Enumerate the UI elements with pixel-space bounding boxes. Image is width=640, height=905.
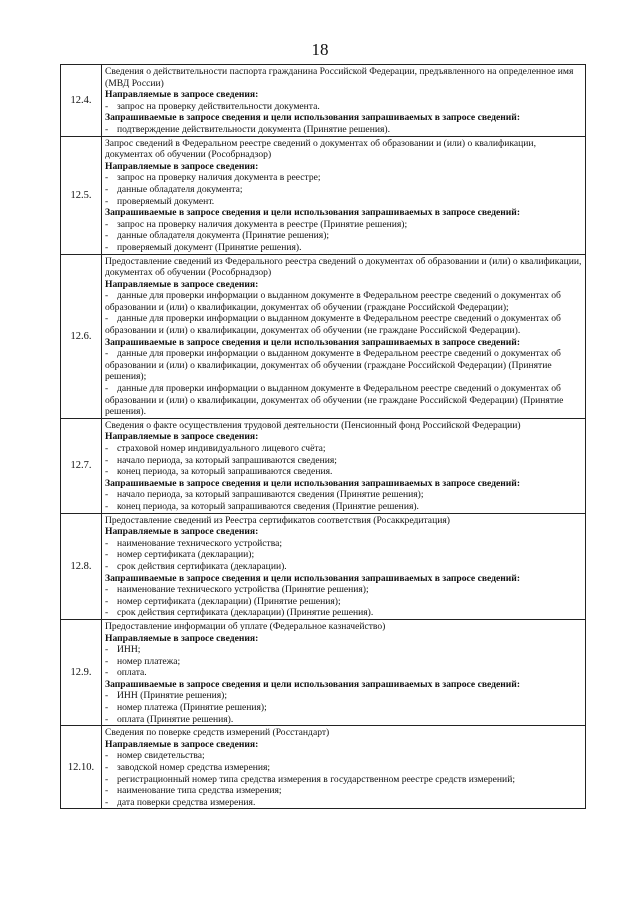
sent-data-header: Направляемые в запросе сведения: <box>105 431 259 443</box>
sent-data-header: Направляемые в запросе сведения: <box>105 632 259 644</box>
section-title: Предоставление сведений из Реестра сертификатов соответствия (Росаккредитация) <box>105 514 450 526</box>
sent-data-header: Направляемые в запросе сведения: <box>105 89 259 101</box>
list-item-text: проверяемый документ. <box>117 195 215 207</box>
list-item-text: срок действия сертификата (декларации). <box>117 560 287 572</box>
list-item <box>105 172 582 184</box>
dash-bullet: - <box>105 443 109 454</box>
dash-bullet: - <box>105 644 109 656</box>
list-item-text: запрос на проверку наличия документа в реестре (Принятие решения); <box>117 218 408 230</box>
section-number: 12.9. <box>61 619 102 725</box>
section-number: 12.5. <box>61 136 102 254</box>
dash-bullet: - <box>105 466 109 478</box>
section-number: 12.8. <box>61 513 102 619</box>
dash-bullet: - <box>105 383 109 395</box>
list-item-text: начало периода, за который запрашиваются сведения (Принятие решения); <box>117 489 424 501</box>
list-item-text: оплата (Принятие решения). <box>117 713 234 725</box>
dash-bullet: - <box>105 667 109 679</box>
list-item-text: запрос на проверку действительности документа. <box>117 100 320 112</box>
list-item <box>105 667 582 679</box>
sent-data-header: Направляемые в запросе сведения: <box>105 738 259 750</box>
section-content <box>102 513 586 619</box>
section-content <box>102 418 586 513</box>
list-item-text: страховой номер индивидуального лицевого счёта; <box>117 443 326 454</box>
dash-bullet: - <box>105 230 109 242</box>
list-item-text: запрос на проверку наличия документа в реестре; <box>117 172 321 184</box>
requirements-table <box>60 64 586 809</box>
dash-bullet: - <box>105 584 109 596</box>
list-item <box>105 242 582 254</box>
list-item <box>105 348 582 383</box>
list-item <box>105 196 582 208</box>
list-item <box>105 466 582 478</box>
table-row <box>61 726 586 809</box>
section-title: Сведения о действительности паспорта гражданина Российской Федерации, предъявленного на определенное имя (МВД России) <box>105 66 574 89</box>
list-item <box>105 644 582 656</box>
list-item-text: дата поверки средства измерения. <box>117 796 256 808</box>
section-title: Сведения о факте осуществления трудовой деятельности (Пенсионный фонд Российской Федерации) <box>105 419 521 431</box>
section-title: Предоставление информации об уплате (Федеральное казначейство) <box>105 620 386 632</box>
list-item-text: оплата. <box>117 667 147 679</box>
dash-bullet: - <box>105 785 109 797</box>
list-item <box>105 489 582 501</box>
section-title: Сведения по поверке средств измерений (Росстандарт) <box>105 727 330 739</box>
section-content <box>102 65 586 137</box>
list-item-text: наименование типа средства измерения; <box>117 785 282 797</box>
sent-data-header: Направляемые в запросе сведения: <box>105 278 259 290</box>
section-content <box>102 254 586 418</box>
dash-bullet: - <box>105 100 109 112</box>
section-content <box>102 136 586 254</box>
requested-data-header: Запрашиваемые в запросе сведения и цели использования запрашиваемых в запросе сведений: <box>105 477 521 489</box>
list-item-text: проверяемый документ (Принятие решения). <box>117 241 302 253</box>
list-item-text: номер платежа (Принятие решения); <box>117 702 267 714</box>
list-item-text: номер сертификата (декларации); <box>117 549 255 561</box>
requested-data-header: Запрашиваемые в запросе сведения и цели использования запрашиваемых в запросе сведений: <box>105 678 521 690</box>
list-item <box>105 101 582 113</box>
dash-bullet: - <box>105 454 109 466</box>
dash-bullet: - <box>105 241 109 253</box>
requested-data-header: Запрашиваемые в запросе сведения и цели использования запрашиваемых в запросе сведений: <box>105 112 521 124</box>
dash-bullet: - <box>105 348 109 360</box>
section-title: Запрос сведений в Федеральном реестре сведений о документах об образовании и (или) о квалификации, документах об обучении (Рособрнадзор) <box>105 137 536 161</box>
dash-bullet: - <box>105 489 109 501</box>
list-item <box>105 714 582 726</box>
list-item <box>105 313 582 336</box>
table-row <box>61 65 586 137</box>
dash-bullet: - <box>105 750 109 762</box>
list-item <box>105 290 582 313</box>
dash-bullet: - <box>105 690 109 702</box>
list-item-text: конец периода, за который запрашиваются сведения. <box>117 466 333 478</box>
list-item <box>105 538 582 550</box>
list-item-text: номер сертификата (декларации) (Принятие решения); <box>117 595 341 607</box>
list-item <box>105 184 582 196</box>
list-item <box>105 584 582 596</box>
list-item <box>105 561 582 573</box>
list-item-text: номер свидетельства; <box>117 750 205 762</box>
list-item-text: данные обладателя документа (Принятие решения); <box>117 230 330 242</box>
dash-bullet: - <box>105 500 109 512</box>
list-item <box>105 797 582 809</box>
dash-bullet: - <box>105 607 109 619</box>
section-content <box>102 619 586 725</box>
section-content <box>102 726 586 809</box>
list-item <box>105 219 582 231</box>
list-item-text: ИНН (Принятие решения); <box>117 690 228 702</box>
dash-bullet: - <box>105 796 109 808</box>
list-item <box>105 549 582 561</box>
requested-data-header: Запрашиваемые в запросе сведения и цели использования запрашиваемых в запросе сведений: <box>105 207 521 219</box>
dash-bullet: - <box>105 290 109 302</box>
list-item <box>105 702 582 714</box>
list-item-text: наименование технического устройства (Принятие решения); <box>117 584 369 596</box>
dash-bullet: - <box>105 313 109 325</box>
table-row <box>61 513 586 619</box>
dash-bullet: - <box>105 549 109 561</box>
dash-bullet: - <box>105 218 109 230</box>
dash-bullet: - <box>105 595 109 607</box>
list-item <box>105 443 582 455</box>
sent-data-header: Направляемые в запросе сведения: <box>105 526 259 538</box>
list-item-text: данные для проверки информации о выданном документе в Федеральном реестре сведений о документах об образовании и (или) о квалификации, документах об обучении (граждане Российской Федерации); <box>105 290 561 313</box>
list-item <box>105 656 582 668</box>
list-item-text: ИНН; <box>117 644 141 656</box>
section-number: 12.10. <box>61 726 102 809</box>
table-row <box>61 136 586 254</box>
dash-bullet: - <box>105 195 109 207</box>
dash-bullet: - <box>105 655 109 667</box>
list-item <box>105 762 582 774</box>
list-item-text: конец периода, за который запрашиваются сведения (Принятие решения). <box>117 500 419 512</box>
list-item-text: срок действия сертификата (декларации) (Принятие решения). <box>117 607 374 619</box>
table-row <box>61 254 586 418</box>
list-item <box>105 230 582 242</box>
dash-bullet: - <box>105 773 109 785</box>
dash-bullet: - <box>105 762 109 774</box>
list-item <box>105 607 582 619</box>
dash-bullet: - <box>105 702 109 714</box>
list-item <box>105 455 582 467</box>
section-number: 12.6. <box>61 254 102 418</box>
section-number: 12.7. <box>61 418 102 513</box>
list-item-text: начало периода, за который запрашиваются сведения; <box>117 454 337 466</box>
section-title: Предоставление сведений из Федерального реестра сведений о документах об образовании и (или) о квалификации, документах об обучении (Рособрнадзор) <box>105 255 582 279</box>
list-item-text: данные обладателя документа; <box>117 183 243 195</box>
list-item <box>105 774 582 786</box>
dash-bullet: - <box>105 713 109 725</box>
list-item <box>105 124 582 136</box>
sent-data-header: Направляемые в запросе сведения: <box>105 160 259 172</box>
list-item <box>105 785 582 797</box>
requested-data-header: Запрашиваемые в запросе сведения и цели использования запрашиваемых в запросе сведений: <box>105 572 521 584</box>
table-row <box>61 619 586 725</box>
list-item <box>105 690 582 702</box>
list-item-text: наименование технического устройства; <box>117 537 283 549</box>
list-item-text: подтверждение действительности документа (Принятие решения). <box>117 123 390 135</box>
list-item <box>105 501 582 513</box>
list-item-text: номер платежа; <box>117 655 181 667</box>
dash-bullet: - <box>105 537 109 549</box>
table-row <box>61 418 586 513</box>
list-item <box>105 596 582 608</box>
list-item <box>105 750 582 762</box>
list-item-text: заводской номер средства измерения; <box>117 762 271 774</box>
dash-bullet: - <box>105 172 109 184</box>
section-number: 12.4. <box>61 65 102 137</box>
list-item <box>105 383 582 418</box>
dash-bullet: - <box>105 560 109 572</box>
dash-bullet: - <box>105 123 109 135</box>
page-number: 18 <box>311 40 329 59</box>
list-item-text: данные для проверки информации о выданном документе в Федеральном реестре сведений о документах об образовании и (или) о квалификации, документах об обучении (граждане Российской Федерации) (Принятие решения); <box>105 348 561 383</box>
list-item-text: данные для проверки информации о выданном документе в Федеральном реестре сведений о документах об образовании и (или) о квалификации, документах об обучении (не граждане Российской Федерации) (Принятие решения). <box>105 383 564 418</box>
list-item-text: регистрационный номер типа средства измерения в государственном реестре средств измерений; <box>117 773 515 785</box>
dash-bullet: - <box>105 183 109 195</box>
list-item-text: данные для проверки информации о выданном документе в Федеральном реестре сведений о документах об образовании и (или) о квалификации, документах об обучении (не граждане Российской Федерации). <box>105 313 561 337</box>
requested-data-header: Запрашиваемые в запросе сведения и цели использования запрашиваемых в запросе сведений: <box>105 336 521 348</box>
